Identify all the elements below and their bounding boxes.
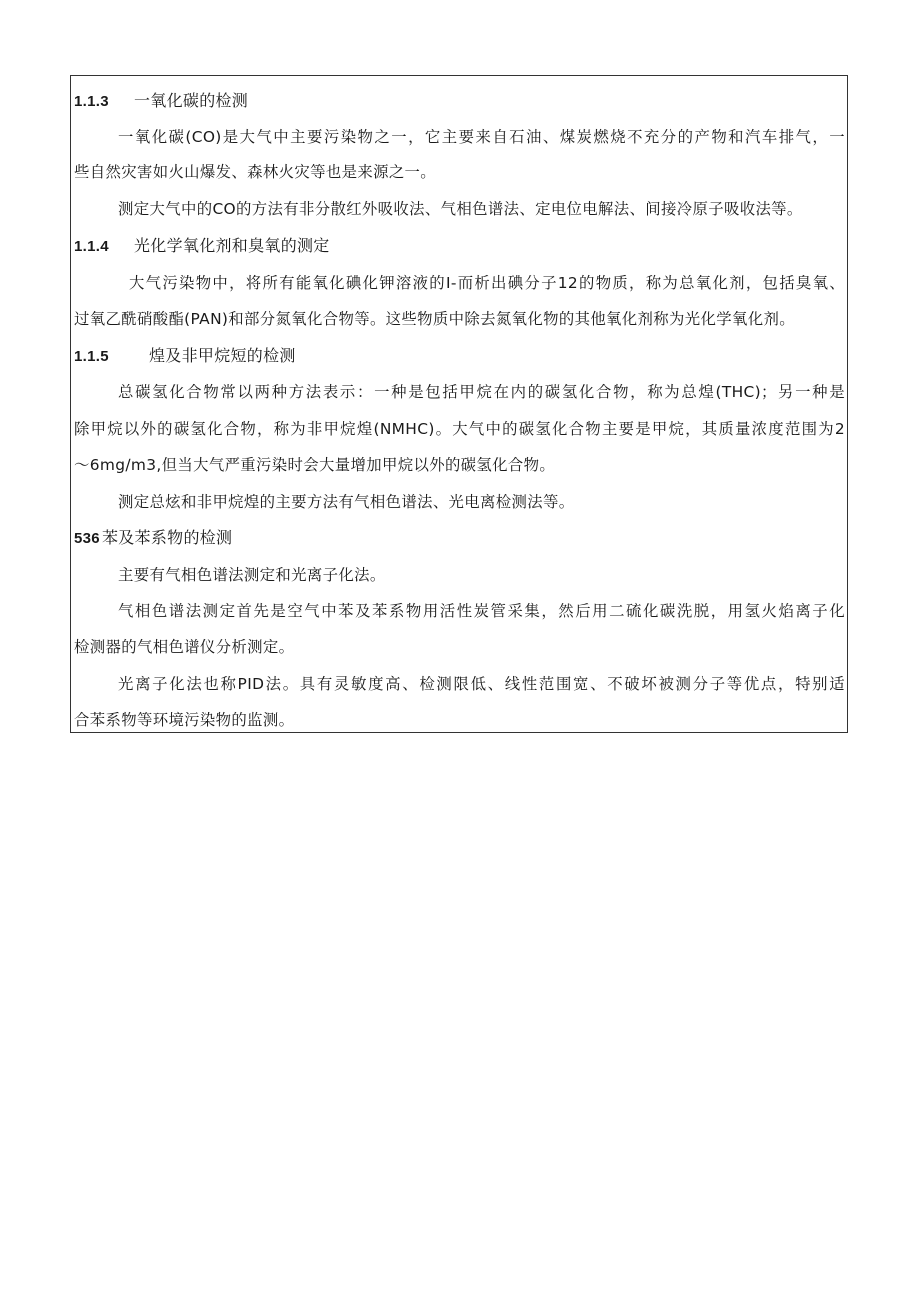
paragraph-line: 光离子化法也称PID法。具有灵敏度高、检测限低、线性范围宽、不破坏被测分子等优点，特别适: [118, 675, 845, 693]
section-heading-1-1-5: [74, 346, 845, 367]
section-number: 1.1.5: [74, 348, 109, 365]
paragraph-line: 测定总炫和非甲烷煌的主要方法有气相色谱法、光电离检测法等。: [118, 493, 575, 511]
section-number: 536: [74, 530, 100, 547]
section-heading-536: [74, 528, 845, 549]
section-title: 光化学氧化剂和臭氧的测定: [134, 236, 330, 255]
paragraph-line: 检测器的气相色谱仪分析测定。: [74, 638, 295, 656]
paragraph-line: 测定大气中的CO的方法有非分散红外吸收法、气相色谱法、定电位电解法、间接冷原子吸收法等。: [118, 200, 803, 218]
paragraph-line: 总碳氢化合物常以两种方法表示：一种是包括甲烷在内的碳氢化合物，称为总煌(THC)；另一种是: [118, 383, 845, 401]
paragraph-line: 主要有气相色谱法测定和光离子化法。: [118, 566, 386, 584]
paragraph-line: 些自然灾害如火山爆发、森林火灾等也是来源之一。: [74, 163, 437, 181]
section-title: 煌及非甲烷短的检测: [149, 346, 296, 365]
section-title: 一氧化碳的检测: [134, 91, 249, 110]
paragraph-line: 气相色谱法测定首先是空气中苯及苯系物用活性炭管采集，然后用二硫化碳洗脱，用氢火焰离子化: [118, 602, 845, 620]
paragraph-line: 大气污染物中，将所有能氧化碘化钾溶液的I-而析出碘分子12的物质，称为总氧化剂，包括臭氧、: [129, 274, 845, 292]
paragraph-line: 一氧化碳(CO)是大气中主要污染物之一，它主要来自石油、煤炭燃烧不充分的产物和汽车排气，一: [118, 128, 845, 146]
paragraph-line: ～6mg∕m3,但当大气严重污染时会大量增加甲烷以外的碳氢化合物。: [74, 456, 556, 474]
paragraph-line: 除甲烷以外的碳氢化合物，称为非甲烷煌(NMHC)。大气中的碳氢化合物主要是甲烷，其质量浓度范围为2: [74, 420, 845, 438]
section-heading-1-1-3: [74, 91, 845, 112]
section-heading-1-1-4: [74, 236, 845, 257]
section-title: 苯及苯系物的检测: [101, 528, 233, 547]
section-number: 1.1.4: [74, 238, 109, 255]
paragraph-line: 合苯系物等环境污染物的监测。: [74, 711, 295, 729]
document-frame: [70, 75, 848, 733]
section-number: 1.1.3: [74, 93, 109, 110]
paragraph-line: 过氧乙酰硝酸酯(PAN)和部分氮氧化合物等。这些物质中除去氮氧化物的其他氧化剂称为光化学氧化剂。: [74, 310, 795, 328]
